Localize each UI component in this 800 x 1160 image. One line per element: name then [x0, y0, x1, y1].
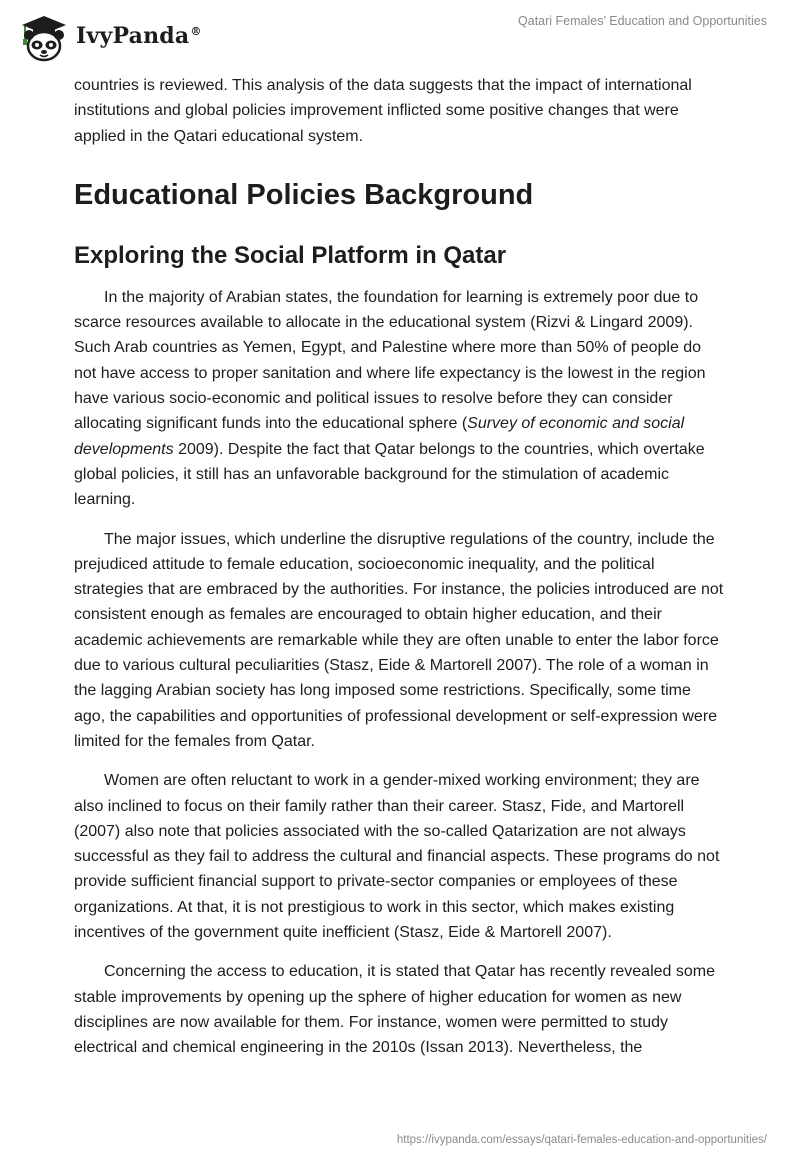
paragraph-1-text-a: In the majority of Arabian states, the foundation for learning is extremely poor due to scarce resources available to allocate in the educational system (Rizvi & Lingard 2009). Such Arab countries as Yemen, Egypt, and Palestine where more than 50% of people do not have access to proper sanitation and where life expectancy is the lowest in the region have various socio-economic and political issues to resolve before they can consider allocating significant funds into the educational sphere ( — [74, 288, 706, 433]
registered-mark: ® — [190, 24, 202, 38]
subsection-heading: Exploring the Social Platform in Qatar — [74, 241, 507, 269]
document-title: Qatari Females’ Education and Opportunities — [518, 14, 767, 28]
paragraph-4: Concerning the access to education, it is stated that Qatar has recently revealed some stable improvements by opening up the sphere of higher education for women as new disciplines are now available for them. For instance, women were permitted to study electrical and chemical engineering in the 2010s (Issan 2013). Nevertheless, the — [74, 963, 715, 1057]
panda-graduation-cap-logo-icon — [14, 8, 70, 64]
paragraph-2: The major issues, which underline the disruptive regulations of the country, include the prejudiced attitude to female education, socioeconomic inequality, and the political strategies that are embraced by the authorities. For instance, the policies introduced are not consistent enough as females are encouraged to obtain higher education, and their academic achievements are remarkable while they are often unable to enter the labor force due to various cultural peculiarities (Stasz, Eide & Martorell 2007). The role of a woman in the lagging Arabian society has long imposed some restrictions. Specifically, some time ago, the capabilities and opportunities of professional development or self-expression were limited for the females from Qatar. — [74, 530, 724, 750]
source-url-link[interactable]: https://ivypanda.com/essays/qatari-females-education-and-opportunities/ — [396, 1134, 767, 1146]
paragraph-1 — [74, 285, 724, 513]
page-header — [0, 0, 800, 70]
paragraph-continued: countries is reviewed. This analysis of the data suggests that the impact of international institutions and global policies improvement inflicted some positive changes that were applied in the Qatari educational system. — [74, 77, 692, 145]
paragraph-1-text-b: 2009). Despite the fact that Qatar belongs to the countries, which overtake global policies, it still has an unfavorable background for the stimulation of academic learning. — [74, 440, 705, 509]
section-heading: Educational Policies Background — [74, 178, 534, 211]
paragraph-3: Women are often reluctant to work in a gender-mixed working environment; they are also inclined to focus on their family rather than their career. Stasz, Fide, and Martorell (2007) also note that policies associated with the so-called Qatarization are not always successful as they fail to address the cultural and financial aspects. These programs do not provide sufficient financial support to private-sector companies or employees of these organizations. At that, it is not prestigious to work in this sector, which makes existing incentives of the government quite inefficient (Stasz, Eide & Martorell 2007). — [74, 772, 720, 942]
paragraph-1-citation-title: Survey of economic and social developments — [74, 415, 685, 458]
essay-content — [74, 70, 724, 1061]
ivypanda-logo-link[interactable] — [14, 8, 202, 64]
brand-name: IvyPanda® — [76, 23, 202, 49]
